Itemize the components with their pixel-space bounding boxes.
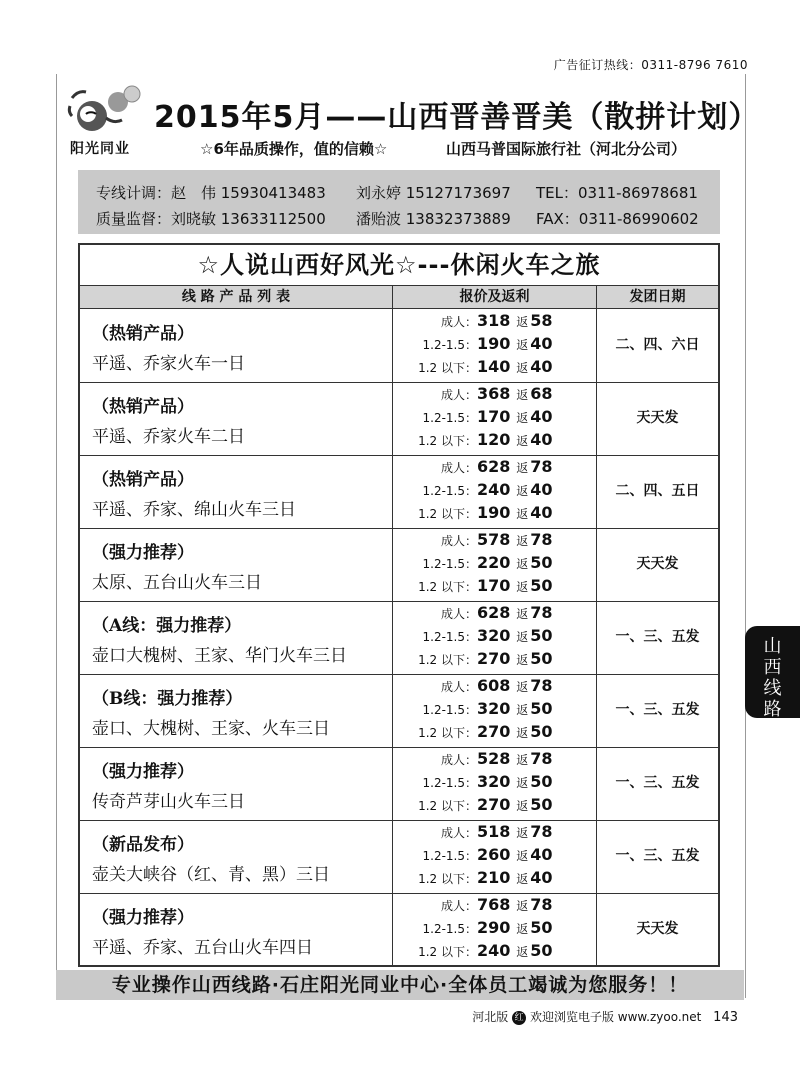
rebate-label: 返 (516, 726, 529, 740)
rebate-label: 返 (516, 411, 529, 425)
rebate-value: 50 (530, 941, 553, 960)
price-line (403, 941, 593, 960)
departure-days: 二、四、六日 (615, 337, 700, 353)
route-name: 壶口、大槐树、王家、火车三日 (92, 719, 330, 739)
rebate-label: 返 (516, 753, 529, 767)
price-line (403, 676, 593, 695)
price-value: 518 (477, 822, 511, 841)
route-tag: （热销产品） (92, 324, 194, 344)
table-row (80, 601, 718, 675)
footer-slogan: 专业操作山西线路·石庄阳光同业中心·全体员工竭诚为您服务！！ (56, 970, 744, 1000)
red-edition-badge: 红 (512, 1011, 526, 1025)
price-line (403, 895, 593, 914)
rebate-value: 50 (530, 626, 553, 645)
rebate-value: 50 (530, 722, 553, 741)
price-line (403, 822, 593, 841)
header-price: 报价及返利 (393, 286, 597, 309)
rebate-value: 50 (530, 553, 553, 572)
route-tag: （热销产品） (92, 397, 194, 417)
price-cell (393, 528, 597, 601)
rebate-label: 返 (516, 507, 529, 521)
price-value: 368 (477, 384, 511, 403)
price-label: 成人： (440, 388, 477, 402)
price-line (403, 918, 593, 937)
price-value: 628 (477, 603, 511, 622)
rebate-label: 返 (516, 872, 529, 886)
rebate-label: 返 (516, 799, 529, 813)
price-label: 1.2-1.5： (422, 411, 477, 425)
price-label: 成人： (440, 461, 477, 475)
route-name: 平遥、乔家、绵山火车三日 (92, 500, 296, 520)
website-link[interactable]: www.zyoo.net (617, 1010, 702, 1024)
price-value: 578 (477, 530, 511, 549)
rebate-value: 40 (530, 480, 553, 499)
table-row (80, 309, 718, 383)
rebate-value: 40 (530, 868, 553, 887)
price-line (403, 457, 593, 476)
price-label: 1.2 以下： (418, 653, 477, 667)
route-name: 传奇芦芽山火车三日 (92, 792, 245, 812)
route-cell (80, 893, 393, 966)
price-line (403, 845, 593, 864)
price-line (403, 503, 593, 522)
rebate-value: 50 (530, 772, 553, 791)
rebate-label: 返 (516, 461, 529, 475)
rebate-label: 返 (516, 388, 529, 402)
price-label: 1.2-1.5： (422, 703, 477, 717)
price-value: 320 (477, 772, 511, 791)
price-cell (393, 674, 597, 747)
price-label: 1.2-1.5： (422, 849, 477, 863)
departure-days: 天天发 (636, 556, 679, 572)
price-line (403, 749, 593, 768)
price-label: 1.2 以下： (418, 434, 477, 448)
route-name: 平遥、乔家火车二日 (92, 427, 245, 447)
table-row (80, 528, 718, 602)
price-line (403, 576, 593, 595)
table-title: ☆人说山西好风光☆---休闲火车之旅 (80, 245, 718, 286)
rebate-label: 返 (516, 338, 529, 352)
price-value: 628 (477, 457, 511, 476)
price-label: 1.2-1.5： (422, 557, 477, 571)
price-line (403, 357, 593, 376)
page-number: 143 (713, 1010, 738, 1025)
contact-planner: 专线计调：赵 伟 15930413483 (96, 184, 326, 202)
price-value: 608 (477, 676, 511, 695)
browse-text: 欢迎浏览电子版 (529, 1010, 614, 1024)
ad-hotline: 广告征订热线：0311-8796 7610 (553, 58, 748, 72)
rebate-label: 返 (516, 580, 529, 594)
rebate-value: 78 (530, 457, 553, 476)
price-line (403, 772, 593, 791)
price-label: 1.2-1.5： (422, 338, 477, 352)
contact-planner-2: 刘永婷 15127173697 (356, 184, 511, 202)
route-table (78, 243, 720, 967)
route-tag: （新品发布） (92, 835, 194, 855)
header-dates: 发团日期 (597, 286, 718, 309)
price-label: 成人： (440, 753, 477, 767)
logo (66, 84, 150, 156)
page-footer (472, 1008, 738, 1025)
rebate-label: 返 (516, 607, 529, 621)
rebate-label: 返 (516, 703, 529, 717)
logo-text: 阳光同业 (70, 141, 130, 157)
table-row (80, 893, 718, 966)
edition-label: 河北版 (472, 1010, 509, 1024)
price-value: 170 (477, 576, 511, 595)
price-label: 1.2 以下： (418, 580, 477, 594)
rebate-label: 返 (516, 680, 529, 694)
route-tag: （强力推荐） (92, 762, 194, 782)
rebate-value: 40 (530, 407, 553, 426)
section-tab-char: 路 (763, 699, 782, 720)
price-value: 140 (477, 357, 511, 376)
rebate-value: 78 (530, 822, 553, 841)
route-tag: （强力推荐） (92, 908, 194, 928)
price-value: 270 (477, 795, 511, 814)
rebate-value: 50 (530, 576, 553, 595)
section-tab-char: 线 (763, 678, 782, 699)
rebate-label: 返 (516, 653, 529, 667)
route-tag: （B线：强力推荐） (92, 689, 243, 709)
route-name: 壶口大槐树、王家、华门火车三日 (92, 646, 347, 666)
price-cell (393, 820, 597, 893)
route-name: 平遥、乔家火车一日 (92, 354, 245, 374)
route-cell (80, 309, 393, 382)
price-label: 1.2 以下： (418, 799, 477, 813)
contact-tel: TEL：0311-86978681 (536, 184, 698, 202)
price-cell (393, 893, 597, 966)
rebate-value: 58 (530, 311, 553, 330)
contact-box (78, 170, 720, 234)
section-tab[interactable] (745, 626, 800, 718)
rebate-label: 返 (516, 361, 529, 375)
price-value: 320 (477, 699, 511, 718)
rebate-label: 返 (516, 849, 529, 863)
price-cell (393, 601, 597, 674)
departure-days: 一、三、五发 (615, 848, 700, 864)
price-line (403, 868, 593, 887)
rebate-value: 78 (530, 676, 553, 695)
departure-days: 天天发 (636, 410, 679, 426)
table-row (80, 455, 718, 529)
price-line (403, 722, 593, 741)
route-tag: （A线：强力推荐） (92, 616, 242, 636)
rebate-label: 返 (516, 534, 529, 548)
contact-fax: FAX：0311-86990602 (536, 210, 699, 228)
rebate-value: 50 (530, 649, 553, 668)
price-label: 成人： (440, 826, 477, 840)
price-label: 1.2 以下： (418, 872, 477, 886)
agency-name: 山西马普国际旅行社（河北分公司） (446, 140, 687, 158)
route-cell (80, 382, 393, 455)
price-value: 120 (477, 430, 511, 449)
departure-days: 一、三、五发 (615, 775, 700, 791)
route-cell (80, 528, 393, 601)
contact-qa-2: 潘贻波 13832373889 (356, 210, 511, 228)
departure-days: 二、四、五日 (615, 483, 700, 499)
price-value: 320 (477, 626, 511, 645)
rebate-label: 返 (516, 630, 529, 644)
price-value: 190 (477, 503, 511, 522)
rebate-value: 50 (530, 699, 553, 718)
departure-days: 一、三、五发 (615, 629, 700, 645)
price-cell (393, 309, 597, 382)
table-row (80, 674, 718, 748)
price-value: 528 (477, 749, 511, 768)
rebate-label: 返 (516, 945, 529, 959)
contact-row-1 (96, 182, 698, 203)
price-value: 220 (477, 553, 511, 572)
price-line (403, 430, 593, 449)
departure-days: 天天发 (636, 921, 679, 937)
price-value: 240 (477, 480, 511, 499)
price-line (403, 334, 593, 353)
rebate-label: 返 (516, 557, 529, 571)
rebate-value: 78 (530, 603, 553, 622)
price-value: 270 (477, 649, 511, 668)
route-tag: （热销产品） (92, 470, 194, 490)
price-value: 290 (477, 918, 511, 937)
rebate-label: 返 (516, 776, 529, 790)
price-line (403, 311, 593, 330)
rebate-label: 返 (516, 315, 529, 329)
contact-qa: 质量监督：刘晓敏 13633112500 (96, 210, 326, 228)
slogan: ☆6年品质操作，值的信赖☆ (200, 140, 388, 158)
sun-logo-icon (66, 84, 150, 140)
rebate-value: 40 (530, 503, 553, 522)
rebate-label: 返 (516, 434, 529, 448)
rebate-value: 40 (530, 357, 553, 376)
price-line (403, 649, 593, 668)
price-label: 1.2-1.5： (422, 776, 477, 790)
price-value: 210 (477, 868, 511, 887)
rebate-value: 50 (530, 918, 553, 937)
route-name: 平遥、乔家、五台山火车四日 (92, 938, 313, 958)
price-line (403, 384, 593, 403)
price-line (403, 626, 593, 645)
rebate-label: 返 (516, 922, 529, 936)
table-row (80, 820, 718, 894)
rebate-value: 40 (530, 430, 553, 449)
price-line (403, 553, 593, 572)
price-label: 1.2 以下： (418, 361, 477, 375)
route-name: 壶关大峡谷（红、青、黑）三日 (92, 865, 330, 885)
price-label: 成人： (440, 899, 477, 913)
price-line (403, 407, 593, 426)
header-routes: 线 路 产 品 列 表 (80, 286, 393, 309)
table-row (80, 747, 718, 821)
table-row (80, 382, 718, 456)
price-label: 1.2 以下： (418, 945, 477, 959)
rebate-value: 68 (530, 384, 553, 403)
contact-row-2 (96, 208, 699, 229)
rebate-value: 40 (530, 845, 553, 864)
section-tab-char: 西 (763, 657, 782, 678)
price-cell (393, 455, 597, 528)
price-label: 1.2 以下： (418, 507, 477, 521)
rebate-label: 返 (516, 826, 529, 840)
price-label: 成人： (440, 315, 477, 329)
route-name: 太原、五台山火车三日 (92, 573, 262, 593)
price-label: 成人： (440, 680, 477, 694)
rebate-value: 78 (530, 530, 553, 549)
price-value: 768 (477, 895, 511, 914)
route-cell (80, 674, 393, 747)
departure-days: 一、三、五发 (615, 702, 700, 718)
price-label: 成人： (440, 607, 477, 621)
price-value: 318 (477, 311, 511, 330)
price-cell (393, 382, 597, 455)
price-line (403, 530, 593, 549)
price-cell (393, 747, 597, 820)
price-label: 1.2 以下： (418, 726, 477, 740)
section-tab-char: 山 (763, 636, 782, 657)
price-line (403, 699, 593, 718)
price-value: 190 (477, 334, 511, 353)
price-value: 260 (477, 845, 511, 864)
price-line (403, 480, 593, 499)
price-line (403, 795, 593, 814)
rebate-value: 78 (530, 749, 553, 768)
route-cell (80, 820, 393, 893)
price-label: 1.2-1.5： (422, 630, 477, 644)
rebate-value: 40 (530, 334, 553, 353)
price-line (403, 603, 593, 622)
price-label: 1.2-1.5： (422, 484, 477, 498)
route-cell (80, 601, 393, 674)
page-title: 2015年5月——山西晋善晋美（散拼计划） (154, 100, 760, 135)
route-cell (80, 747, 393, 820)
price-value: 240 (477, 941, 511, 960)
rebate-label: 返 (516, 899, 529, 913)
price-label: 成人： (440, 534, 477, 548)
rebate-label: 返 (516, 484, 529, 498)
price-label: 1.2-1.5： (422, 922, 477, 936)
rebate-value: 50 (530, 795, 553, 814)
route-tag: （强力推荐） (92, 543, 194, 563)
price-value: 170 (477, 407, 511, 426)
route-cell (80, 455, 393, 528)
price-value: 270 (477, 722, 511, 741)
rebate-value: 78 (530, 895, 553, 914)
